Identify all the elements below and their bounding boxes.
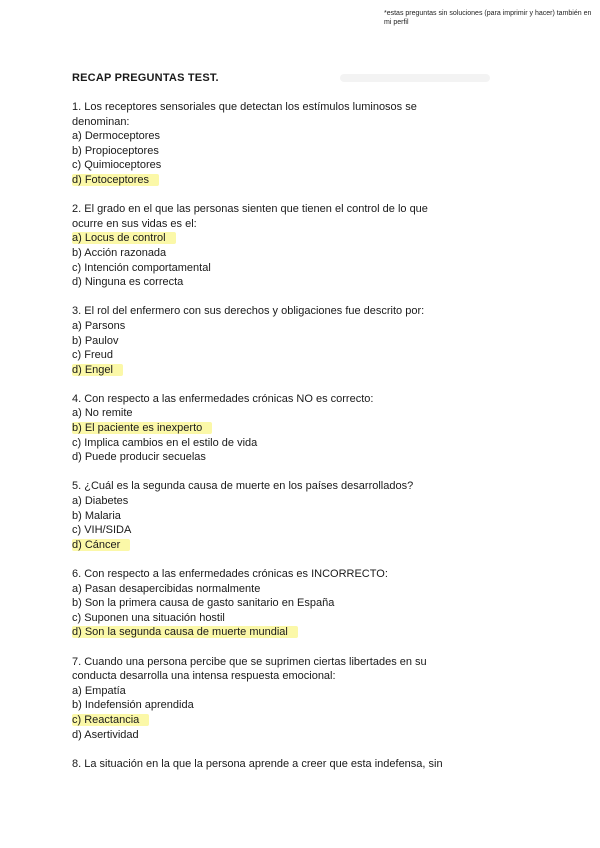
answer-option: a) Pasan desapercibidas normalmente [72,582,261,595]
answer-option: d) Puede producir secuelas [72,451,206,464]
question-2 [72,202,452,290]
answer-option: a) Empatía [72,684,126,697]
option-line [72,406,452,421]
question-stem: 2. El grado en el que las personas sienten que tienen el control de lo que [72,203,428,216]
question-stem: 5. ¿Cuál es la segunda causa de muerte en los países desarrollados? [72,480,414,493]
option-line [72,144,452,159]
question-5 [72,479,452,552]
header-note: *estas preguntas sin soluciones (para imprimir y hacer) también en mi perfil [384,10,592,26]
answer-option: b) Son la primera causa de gasto sanitario en España [72,597,335,610]
question-stem: denominan: [72,115,130,128]
answer-option: d) Asertividad [72,728,139,741]
answer-option: a) No remite [72,407,133,420]
answer-option: b) Malaria [72,509,121,522]
option-line [72,231,452,246]
option-line [72,611,452,626]
option-line [72,246,452,261]
question-stem: ocurre en sus vidas es el: [72,217,197,230]
answer-option: a) Diabetes [72,495,129,508]
answer-option: b) Propioceptores [72,144,159,157]
option-line [72,319,452,334]
question-stem: 4. Con respecto a las enfermedades crónicas NO es correcto: [72,392,374,405]
answer-option: c) Quimioceptores [72,159,162,172]
question-stem: 6. Con respecto a las enfermedades crónicas es INCORRECTO: [72,568,388,580]
redacted-text [340,74,490,82]
option-line [72,698,452,713]
question-stem: 3. El rol del enfermero con sus derechos y obligaciones fue descrito por: [72,305,425,318]
answer-option: a) Parsons [72,319,126,332]
option-line [72,158,452,173]
answer-option: b) Indefensión aprendida [72,699,194,712]
option-line [72,275,452,290]
option-line [72,348,452,363]
answer-option: c) Freud [72,349,113,362]
option-line [72,173,452,188]
option-line [72,363,452,378]
option-line [72,450,452,465]
option-line [72,261,452,276]
option-line [72,596,452,611]
option-line [72,129,452,144]
question-stem: 1. Los receptores sensoriales que detectan los estímulos luminosos se [72,101,417,113]
question-3 [72,304,452,377]
question-6 [72,567,452,640]
question-stem: conducta desarrolla una intensa respuesta emocional: [72,670,336,683]
answer-option: b) Paulov [72,334,119,347]
answer-option: b) Acción razonada [72,246,167,259]
question-1 [72,100,452,188]
option-line [72,523,452,538]
answer-option: d) Ninguna es correcta [72,276,184,289]
page-title: RECAP PREGUNTAS TEST. [72,72,219,84]
correct-answer-option: b) El paciente es inexperto [72,422,212,434]
option-line [72,538,452,553]
correct-answer-option: d) Cáncer [72,539,130,551]
option-line [72,582,452,597]
correct-answer-option: c) Reactancia [72,714,149,726]
option-line [72,713,452,728]
question-7 [72,655,452,743]
correct-answer-option: d) Engel [72,364,123,376]
option-line [72,334,452,349]
option-line [72,509,452,524]
question-stem: 8. La situación en la que la persona aprende a creer que esta indefensa, sin [72,757,443,770]
answer-option: c) Implica cambios en el estilo de vida [72,436,258,449]
question-8 [72,757,452,772]
answer-option: a) Dermoceptores [72,130,161,143]
option-line [72,684,452,699]
answer-option: c) Intención comportamental [72,261,211,274]
option-line [72,421,452,436]
question-stem: 7. Cuando una persona percibe que se suprimen ciertas libertades en su [72,655,427,668]
answer-option: c) Suponen una situación hostil [72,611,225,624]
correct-answer-option: d) Son la segunda causa de muerte mundial [72,626,298,638]
option-line [72,728,452,743]
correct-answer-option: a) Locus de control [72,232,176,244]
question-4 [72,392,452,465]
option-line [72,436,452,451]
option-line [72,494,452,509]
question-list [72,100,452,786]
correct-answer-option: d) Fotoceptores [72,174,159,186]
option-line [72,625,452,640]
answer-option: c) VIH/SIDA [72,524,132,537]
